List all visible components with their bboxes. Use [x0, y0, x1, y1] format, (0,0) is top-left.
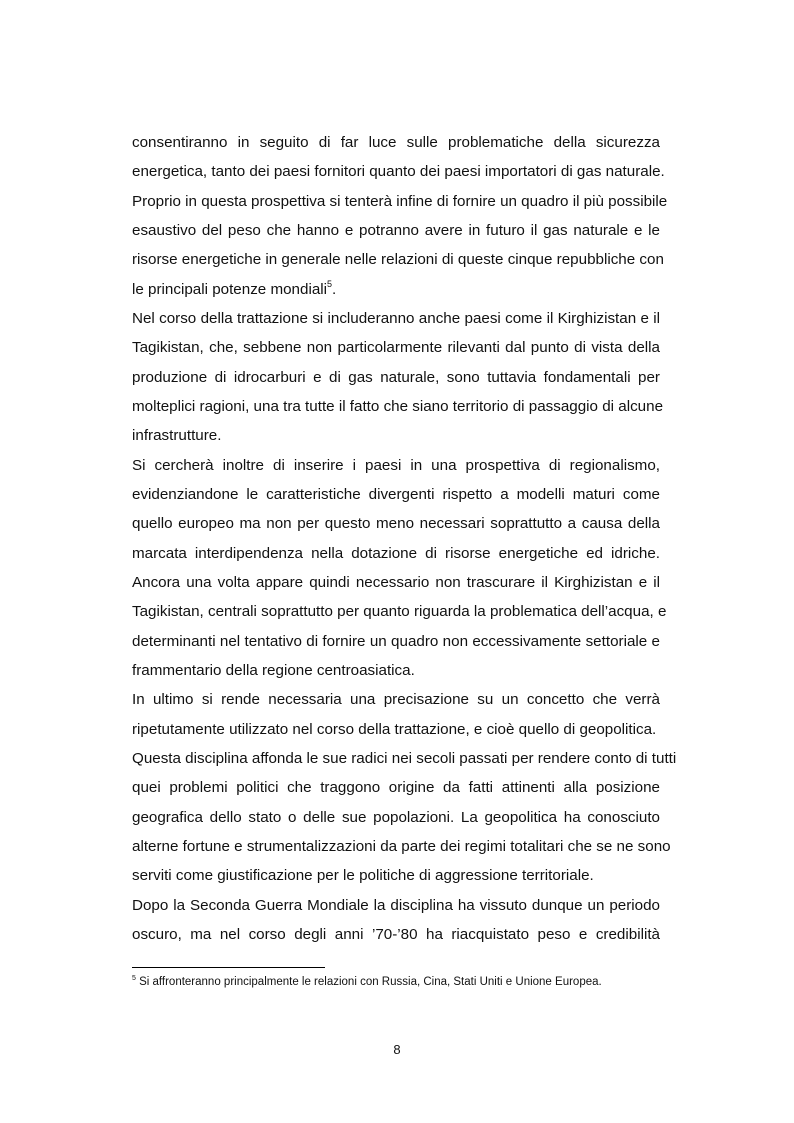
text-line: Si cercherà inoltre di inserire i paesi in una prospettiva di regionalismo,: [132, 457, 660, 474]
footnote-text: Si affronteranno principalmente le relazioni con Russia, Cina, Stati Uniti e Unione Europea.: [135, 976, 602, 988]
text-line: Proprio in questa prospettiva si tenterà infine di fornire un quadro il più possibile: [132, 193, 668, 210]
text-line: molteplici ragioni, una tra tutte il fatto che siano territorio di passaggio di alcune: [132, 398, 664, 415]
text-line: [132, 280, 660, 300]
text-line-end: .: [332, 281, 337, 298]
text-line: frammentario della regione centroasiatica.: [132, 662, 415, 679]
text-line: Ancora una volta appare quindi necessario non trascurare il Kirghizistan e il: [132, 574, 660, 591]
text-line: determinanti nel tentativo di fornire un quadro non eccessivamente settoriale e: [132, 633, 660, 650]
text-line: geografica dello stato o delle sue popolazioni. La geopolitica ha conosciuto: [132, 809, 660, 826]
text-line: ripetutamente utilizzato nel corso della trattazione, e cioè quello di geopolitica.: [132, 721, 657, 738]
text-line: consentiranno in seguito di far luce sulle problematiche della sicurezza: [132, 134, 660, 151]
text-line: marcata interdipendenza nella dotazione di risorse energetiche ed idriche.: [132, 545, 660, 562]
text-line: infrastrutture.: [132, 427, 222, 444]
text-line: In ultimo si rende necessaria una precisazione su un concetto che verrà: [132, 691, 660, 708]
footnote: [132, 974, 602, 990]
text-line: Tagikistan, che, sebbene non particolarmente rilevanti dal punto di vista della: [132, 339, 660, 356]
page-number: 8: [393, 1042, 401, 1057]
text-line: Questa disciplina affonda le sue radici nei secoli passati per rendere conto di tutti: [132, 750, 677, 767]
footnote-separator: [132, 967, 325, 968]
text-line: evidenziandone le caratteristiche divergenti rispetto a modelli maturi come: [132, 486, 660, 503]
text-line: Tagikistan, centrali soprattutto per quanto riguarda la problematica dell’acqua, e: [132, 603, 667, 620]
text-line: quello europeo ma non per questo meno necessari soprattutto a causa della: [132, 515, 660, 532]
text-line: Nel corso della trattazione si includeranno anche paesi come il Kirghizistan e il: [132, 310, 660, 327]
text-line: quei problemi politici che traggono origine da fatti attinenti alla posizione: [132, 779, 660, 796]
text-line: alterne fortune e strumentalizzazioni da parte dei regimi totalitari che se ne sono: [132, 838, 671, 855]
footnote-reference[interactable]: 5: [327, 279, 333, 289]
footnote-marker: 5: [132, 975, 136, 982]
text-line: esaustivo del peso che hanno e potranno avere in futuro il gas naturale e le: [132, 222, 660, 239]
text-line-content: le principali potenze mondiali: [132, 281, 328, 298]
text-line: energetica, tanto dei paesi fornitori quanto dei paesi importatori di gas naturale.: [132, 163, 665, 180]
text-line: Dopo la Seconda Guerra Mondiale la disciplina ha vissuto dunque un periodo: [132, 897, 660, 914]
text-line: oscuro, ma nel corso degli anni ’70-’80 ha riacquistato peso e credibilità: [132, 926, 660, 943]
text-line: serviti come giustificazione per le politiche di aggressione territoriale.: [132, 867, 594, 884]
text-line: risorse energetiche in generale nelle relazioni di queste cinque repubbliche con: [132, 251, 664, 268]
text-line: produzione di idrocarburi e di gas naturale, sono tuttavia fondamentali per: [132, 369, 660, 386]
